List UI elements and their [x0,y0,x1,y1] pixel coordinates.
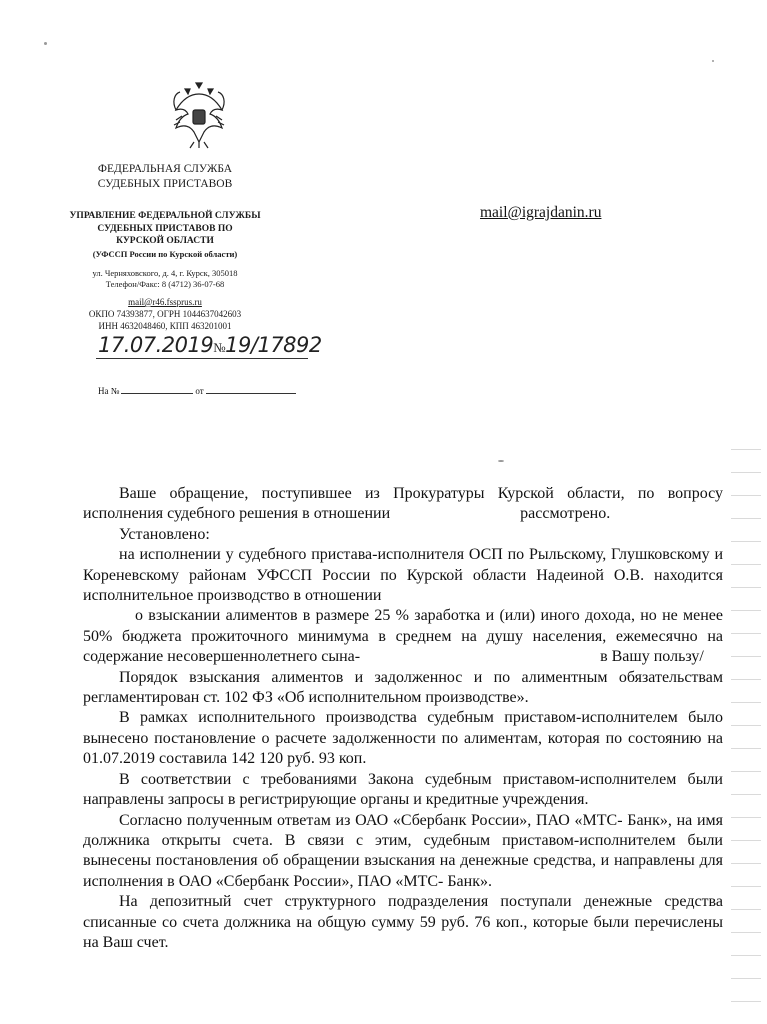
agency-line: СУДЕБНЫХ ПРИСТАВОВ [97,178,233,190]
agency-email: mail@r46.fssprus.ru [128,297,202,307]
paragraph [83,606,723,667]
scan-speck [44,42,47,45]
paragraph: На депозитный счет структурного подразделения поступали денежные средства списанные со счета должника на общую сумму 59 руб. 76 коп., которые были перечислены на Ваш счет. [83,893,723,951]
paragraph: на исполнении у судебного пристава-исполнителя ОСП по Рыльскому, Глушковскому и Кореневскому районам УФССП России по Курской области Надеиной О.В. находится исполнительное производство в отношении [83,546,723,605]
okpo-line: ОКПО 74393877, ОГРН 1044637042603 [88,309,242,319]
registration-number: 19/17892 [225,333,322,357]
paragraph-text: о взыскании алиментов в размере 25 % заработка и (или) иного дохода, но не менее 50% бюджета прожиточного минимума в среднем на душу населения, ежемесячно на содержание несовершеннолетнего сына- [83,607,723,666]
scan-edge-noise [731,440,761,1020]
address-line: ул. Черняховского, д. 4, г. Курск, 305018 [92,268,238,278]
paragraph: Установлено: [119,525,210,543]
dept-line: СУДЕБНЫХ ПРИСТАВОВ ПО [97,223,233,234]
dept-line: УПРАВЛЕНИЕ ФЕДЕРАЛЬНОЙ СЛУЖБЫ [69,211,261,221]
ref-number-blank [121,393,193,394]
registration-date: 17.07.2019 [98,333,214,357]
agency-line: ФЕДЕРАЛЬНАЯ СЛУЖБА [97,163,233,175]
paragraph-text: рассмотрено. [520,505,611,523]
recipient-email: mail@igrajdanin.ru [480,204,602,221]
paragraph: Согласно полученным ответам из ОАО «Сбербанк России», ПАО «МТС- Банк», на имя должника открыты счета. В связи с этим, судебным приставом-исполнителем были вынесены постановления об обращении взыскания на денежные средства, и направлены для исполнения в ОАО «Сбербанк России», ПАО «МТС- Банк». [83,811,723,890]
reference-line [98,386,296,396]
inn-line: ИНН 4632048460, КПП 463201001 [98,321,232,331]
ref-prefix: На № [98,386,120,396]
paragraph: Порядок взыскания алиментов и задолженнос и по алиментным обязательствам регламентирован ст. 102 ФЗ «Об исполнительном производстве». [83,668,723,707]
paragraph: В рамках исполнительного производства судебным приставом-исполнителем было вынесено постановление о расчете задолженности по алиментам, которая по состоянию на 01.07.2019 составила 142 120 руб. 93 коп. [83,709,723,768]
paragraph-text: в Вашу пользу/ [600,648,704,666]
dept-line: (УФССП России по Курской области) [92,248,238,259]
registration-stamp [98,333,322,357]
ref-date-blank [206,393,296,394]
paragraph-text: Ваше обращение, поступившее из Прокуратуры Курской области, по вопросу исполнения судебного решения в отношении [83,485,723,523]
registration-underline [96,358,308,359]
scan-speck [712,60,714,62]
agency-name [60,162,270,192]
department-name [60,210,270,260]
address-block [60,268,270,290]
ref-from: от [195,386,204,396]
phone-line: Телефон/Факс: 8 (4712) 36-07-68 [105,279,225,289]
paragraph: В соответствии с требованиями Закона судебным приставом-исполнителем были направлены запросы в регистрирующие органы и кредитные учреждения. [83,770,723,809]
number-sign: № [213,340,226,355]
letter-body [83,484,723,953]
dept-line: КУРСКОЙ ОБЛАСТИ [116,236,214,246]
coat-of-arms-emblem [168,80,230,150]
scan-speck [498,460,504,462]
paragraph [83,484,723,525]
codes-block [60,296,270,332]
